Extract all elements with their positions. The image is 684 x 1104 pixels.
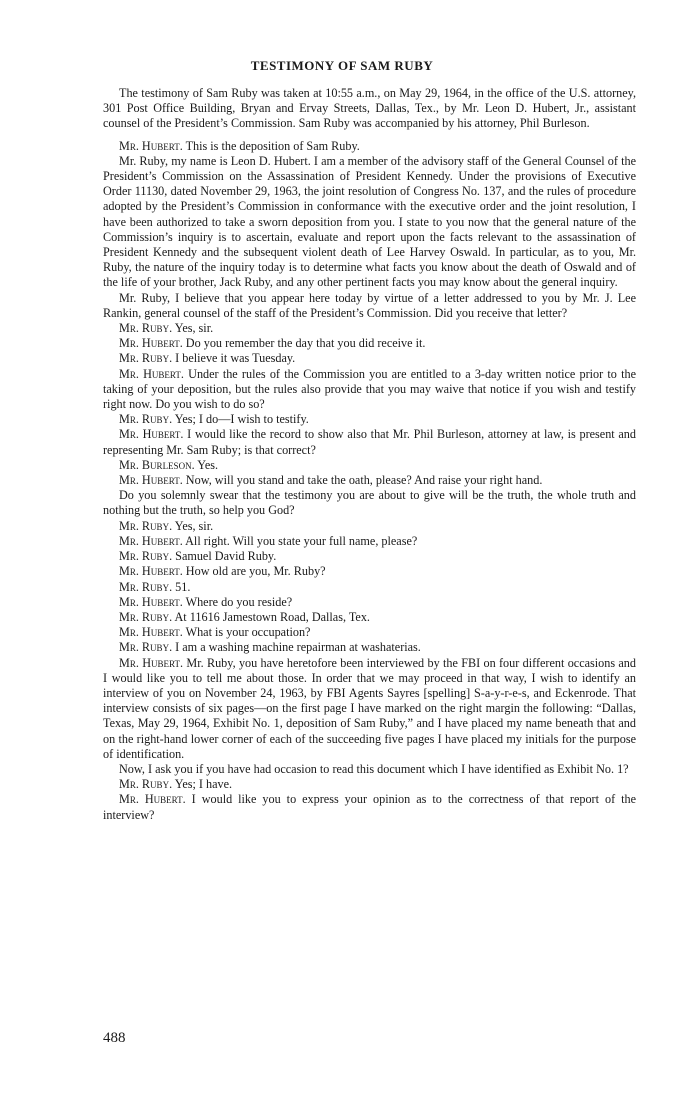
speaker-label: Mr. Hubert.	[119, 594, 183, 609]
speaker-label: Mr. Hubert.	[119, 336, 183, 351]
testimony-paragraph	[103, 473, 636, 488]
speaker-label: Mr. Hubert.	[119, 625, 183, 640]
intro-paragraph	[103, 86, 636, 132]
paragraph-text: I would like the record to show also that Mr. Phil Burleson, attorney at law, is present and representing Mr. Sam Ruby; is that correct?	[103, 427, 636, 457]
speaker-label: Mr. Hubert.	[119, 792, 186, 807]
testimony-paragraph	[103, 777, 636, 792]
paragraph-text: Where do you reside?	[185, 594, 293, 609]
paragraph-text: I am a washing machine repairman at washaterias.	[175, 640, 421, 655]
testimony-paragraph	[103, 336, 636, 351]
testimony-paragraph	[103, 367, 636, 413]
paragraph-text: Do you solemnly swear that the testimony you are about to give will be the truth, the whole truth and nothing but the truth, so help you God?	[103, 488, 636, 518]
paragraph-text: I would like you to express your opinion as to the correctness of that report of the interview?	[103, 792, 636, 822]
page-title: TESTIMONY OF SAM RUBY	[250, 58, 434, 73]
paragraph-text: Yes; I have.	[174, 777, 233, 792]
speaker-label: Mr. Ruby.	[119, 609, 173, 624]
testimony-paragraph	[103, 640, 636, 655]
paragraph-text: Now, I ask you if you have had occasion to read this document which I have identified as Exhibit No. 1?	[119, 761, 629, 776]
speaker-label: Mr. Hubert.	[119, 138, 183, 153]
testimony-paragraph	[103, 427, 636, 457]
testimony-body	[103, 86, 636, 823]
testimony-paragraph	[103, 595, 636, 610]
paragraph-text: Yes.	[197, 457, 219, 472]
speaker-label: Mr. Hubert.	[119, 564, 183, 579]
speaker-label: Mr. Hubert.	[119, 427, 184, 442]
speaker-label: Mr. Ruby.	[119, 640, 173, 655]
paragraph-text: Yes, sir.	[174, 518, 214, 533]
testimony-paragraph	[103, 564, 636, 579]
speaker-label: Mr. Ruby.	[119, 777, 173, 792]
testimony-paragraph	[103, 534, 636, 549]
testimony-paragraph	[103, 792, 636, 822]
testimony-paragraph	[103, 154, 636, 291]
testimony-paragraph	[103, 412, 636, 427]
testimony-paragraph	[103, 488, 636, 518]
speaker-label: Mr. Hubert.	[119, 366, 184, 381]
testimony-paragraph	[103, 656, 636, 762]
paragraph-text: Mr. Ruby, I believe that you appear here today by virtue of a letter addressed to you by Mr. J. Lee Rankin, general counsel of the staff of the President’s Commission. Did you receive that letter?	[103, 290, 636, 320]
testimony-paragraph	[103, 351, 636, 366]
speaker-label: Mr. Ruby.	[119, 351, 173, 366]
paragraph-text: Mr. Ruby, my name is Leon D. Hubert. I am a member of the advisory staff of the General Counsel of the President’s Commission on the Assassination of President Kennedy. Under the provisions of Executive Order 11130, dated November 29, 1963, the joint resolution of Congress No. 137, and the rules of procedure adopted by the President’s Commission in conformance with the executive order and the joint resolution, I have been authorized to take a sworn deposition from you. I state to you now that the general nature of the Commission’s inquiry is to ascertain, evaluate and report upon the facts relevant to the assassination of President Kennedy and the subsequent violent death of Lee Harvey Oswald. In particular, as to you, Mr. Ruby, the nature of the inquiry today is to determine what facts you know about the death of Oswald and of the life of your brother, Jack Ruby, and any other pertinent facts you may know about the general inquiry.	[103, 153, 636, 290]
paragraph-text: Under the rules of the Commission you are entitled to a 3-day written notice prior to the taking of your deposition, but the rules also provide that you may waive that notice if you wish and testify right now. Do you wish to do so?	[103, 366, 636, 412]
speaker-label: Mr. Burleson.	[119, 457, 195, 472]
paragraph-text: Now, will you stand and take the oath, please? And raise your right hand.	[185, 473, 543, 488]
testimony-paragraph	[103, 549, 636, 564]
paragraph-text: Mr. Ruby, you have heretofore been interviewed by the FBI on four different occasions and I would like you to tell me about those. In order that we may proceed in that way, I wish to identify an interview of you on November 24, 1963, by FBI Agents Sayres [spelling] S-a-y-r-e-s, and Eckenrode. That interview consists of six pages—on the first page I have marked on the right margin the following: “Dallas, Texas, May 29, 1964, Exhibit No. 1, deposition of Sam Ruby,” and I have placed my name beneath that and on the right-hand lower corner of each of the succeeding five pages I have placed my initials for the purpose of identification.	[103, 655, 636, 761]
paragraph-text: This is the deposition of Sam Ruby.	[185, 138, 360, 153]
testimony-paragraph	[103, 321, 636, 336]
paragraph-text: Do you remember the day that you did receive it.	[185, 336, 426, 351]
paragraph-text: At 11616 Jamestown Road, Dallas, Tex.	[174, 609, 370, 624]
page-number: 488	[103, 1030, 126, 1046]
paragraph-text: All right. Will you state your full name, please?	[185, 533, 418, 548]
speaker-label: Mr. Hubert.	[119, 655, 184, 670]
testimony-paragraph	[103, 580, 636, 595]
speaker-label: Mr. Hubert.	[119, 473, 183, 488]
testimony-paragraph	[103, 519, 636, 534]
speaker-label: Mr. Ruby.	[119, 579, 173, 594]
paragraph-text: What is your occupation?	[185, 625, 311, 640]
paragraph-text: How old are you, Mr. Ruby?	[185, 564, 326, 579]
speaker-label: Mr. Ruby.	[119, 518, 173, 533]
testimony-paragraph	[103, 762, 636, 777]
testimony-paragraph	[103, 139, 636, 154]
speaker-label: Mr. Ruby.	[119, 321, 173, 336]
paragraph-text: Yes; I do—I wish to testify.	[174, 412, 309, 427]
testimony-paragraph	[103, 291, 636, 321]
paragraph-text: I believe it was Tuesday.	[175, 351, 296, 366]
speaker-label: Mr. Hubert.	[119, 533, 183, 548]
paragraph-text: Yes, sir.	[174, 321, 214, 336]
paragraph-text: The testimony of Sam Ruby was taken at 10:55 a.m., on May 29, 1964, in the office of the U.S. attorney, 301 Post Office Building, Bryan and Ervay Streets, Dallas, Tex., by Mr. Leon D. Hubert, Jr., assistant counsel of the President’s Commission. Sam Ruby was accompanied by his attorney, Phil Burleson.	[103, 86, 636, 131]
paragraph-text: 51.	[175, 579, 191, 594]
testimony-paragraph	[103, 625, 636, 640]
paragraph-text: Samuel David Ruby.	[175, 549, 277, 564]
speaker-label: Mr. Ruby.	[119, 412, 173, 427]
speaker-label: Mr. Ruby.	[119, 549, 173, 564]
testimony-paragraph	[103, 610, 636, 625]
testimony-paragraph	[103, 458, 636, 473]
